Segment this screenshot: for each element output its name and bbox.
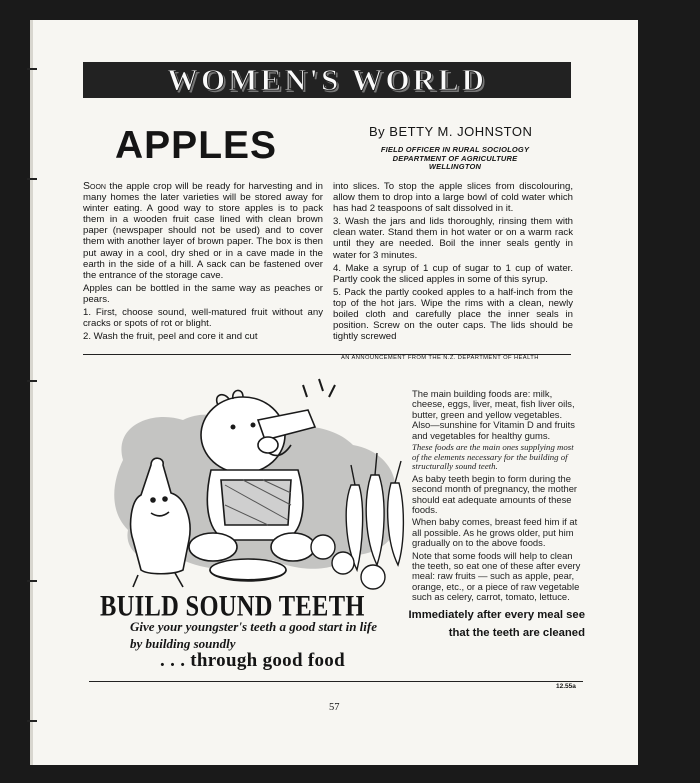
food-bowl <box>210 559 286 581</box>
article-paragraph: 3. Wash the jars and lids thoroughly, rinsing them with clean water. Stand them in hot water or on a warm rack until they are needed. Boil the inner seals gently in water for 3 minutes. <box>333 216 573 261</box>
author-name: By BETTY M. JOHNSTON <box>369 124 533 139</box>
binding-mark <box>27 720 37 722</box>
advert-paragraph: The main building foods are: milk, cheese, eggs, liver, meat, fish liver oils, butter, green and yellow vegetables. Also—sunshine for Vitamin D and fruits and vegetables for healthy gums. <box>412 388 575 441</box>
binding-mark <box>27 178 37 180</box>
advert-paragraph: Note that some foods will help to clean the teeth, so eat one of these after every meal: raw fruits — such as apple, pear, orange, etc., or a piece of raw vegetable such as celery, carrot, tomato, lettuce. <box>412 549 581 603</box>
advert-code: 12.55a <box>556 683 576 690</box>
article-paragraph: 4. Make a syrup of 1 cup of sugar to 1 cup of water. Partly cook the sliced apples in some of this syrup. <box>333 262 573 285</box>
page-number: 57 <box>329 702 340 713</box>
author-location: WELLINGTON <box>428 162 482 171</box>
advert-callout: Immediately after every meal see that the teeth are cleaned <box>408 609 585 639</box>
binding-mark <box>27 380 37 382</box>
advert-paragraph: As baby teeth begin to form during the second month of pregnancy, the mother should eat adequate amounts of these foods. <box>412 472 578 516</box>
article-paragraph: 1. First, choose sound, well-matured fruit without any cracks or spots of rot or blight. <box>83 307 323 330</box>
article-paragraph: into slices. To stop the apple slices from discolouring, allow them to drop into a large bowl of cold water which has had 2 teaspoons of salt dissolved in it. <box>333 181 573 215</box>
binding-mark <box>27 580 37 582</box>
advert-paragraph: When baby comes, breast feed him if at all possible. As he grows older, put him gradually on to the above foods. <box>412 516 578 549</box>
advert-headline: BUILD SOUND TEETH <box>100 590 365 623</box>
author-role: FIELD OFFICER IN RURAL SOCIOLOGY <box>380 145 530 154</box>
masthead-banner <box>83 62 571 98</box>
note-marks <box>303 379 335 397</box>
advert-italic-note: These foods are the main ones supplying most of the elements necessary for the building of structurally sound teeth. <box>412 442 574 472</box>
masthead-title: WOMEN'S WORLD <box>166 62 488 97</box>
article-title: APPLES <box>115 124 278 167</box>
advert-subline: Give your youngster's teeth a good start in life by building soundly <box>130 619 377 651</box>
article-column-right <box>333 181 573 344</box>
article-paragraph: Apples can be bottled in the same way as peaches or pears. <box>83 282 323 305</box>
article-column-left <box>83 181 323 344</box>
author-department: DEPARTMENT OF AGRICULTURE <box>392 153 518 163</box>
announcement-rule <box>83 354 571 364</box>
announcement-text: AN ANNOUNCEMENT FROM THE N.Z. DEPARTMENT OF HEALTH <box>341 355 539 361</box>
lead-in: Soon <box>83 181 106 192</box>
magazine-page <box>30 20 638 765</box>
bottom-rule <box>89 681 583 682</box>
advert-tagline: . . . through good food <box>160 650 345 671</box>
baby-illustration <box>93 365 413 590</box>
binding-mark <box>27 68 37 70</box>
advert-body <box>412 389 582 605</box>
article-paragraph: 2. Wash the fruit, peel and core it and cut <box>83 331 258 343</box>
article-paragraph: Soon the apple crop will be ready for harvesting and in many homes the later varieties will be stored away for winter eating. A good way to store apples is to pack them in a wooden fruit case lined with clean brown paper (newspaper should not be used) and to cover them with another layer of brown paper. The box is then put away in a cool, dry shed or in a cave made in the earth in the side of a hill. A sack can be fastened over the entrance of the storage cave. <box>83 181 323 281</box>
byline <box>345 124 565 172</box>
article-paragraph: 5. Pack the partly cooked apples to a half-inch from the top of the hot jars. Wipe the rims with a clean, newly boiled cloth and carefully place the inner seals in position. Screw on the outer caps. The lids should be tightly screwed <box>333 286 573 343</box>
